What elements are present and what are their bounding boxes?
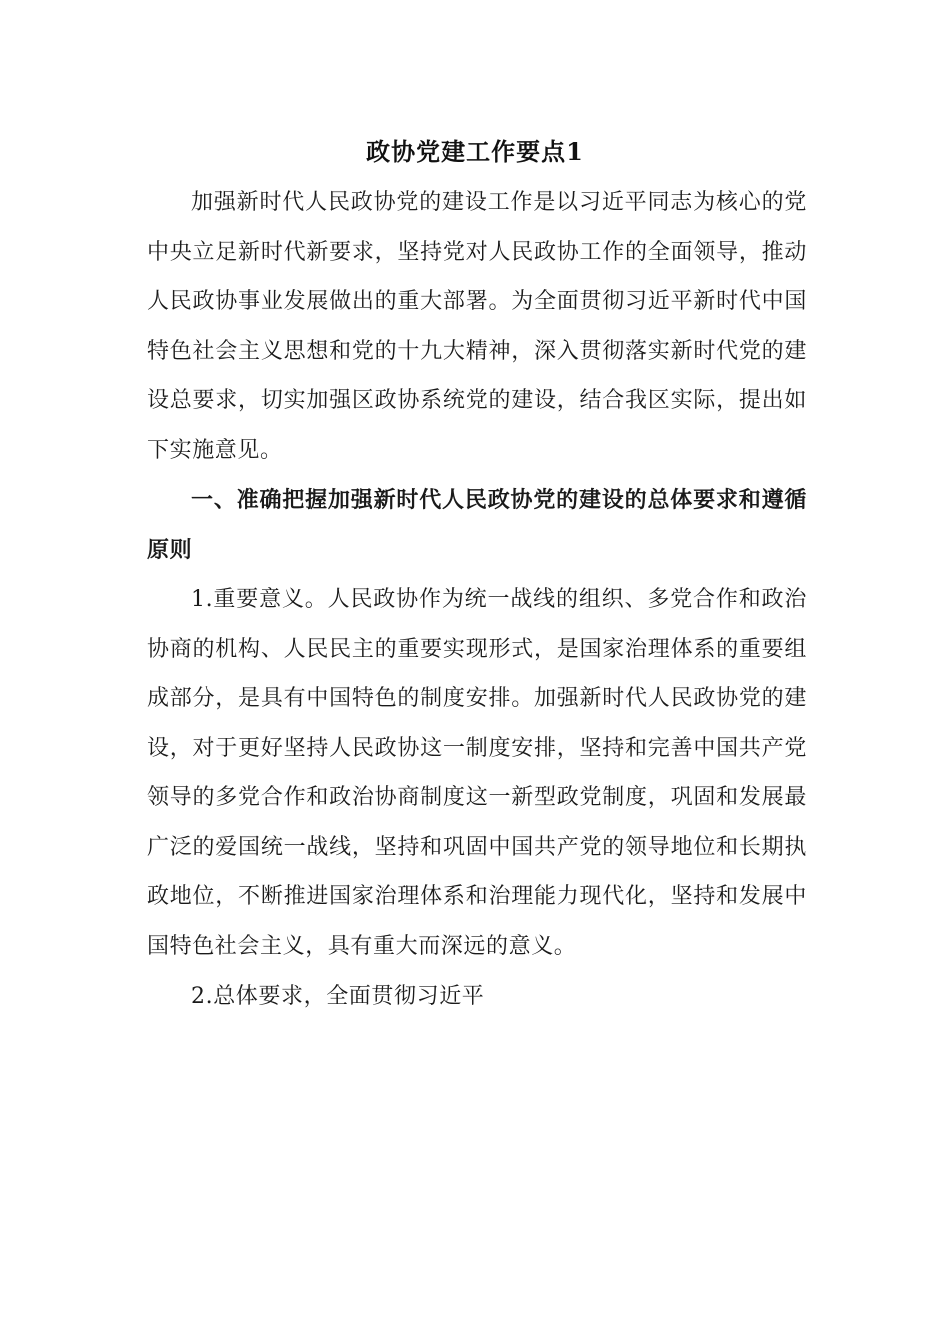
document-title: 政协党建工作要点1 (366, 137, 584, 166)
item-1-paragraph: 1.重要意义。人民政协作为统一战线的组织、多党合作和政治协商的机构、人民民主的重要实现形式，是国家治理体系的重要组成部分，是具有中国特色的制度安排。加强新时代人民政协党的建设，对于更好坚持人民政协这一制度安排，坚持和完善中国共产党领导的多党合作和政治协商制度这一新型政党制度，巩固和发展最广泛的爱国统一战线，坚持和巩固中国共产党的领导地位和长期执政地位，不断推进国家治理体系和治理能力现代化，坚持和发展中国特色社会主义，具有重大而深远的意义。 (147, 587, 807, 959)
section-heading-1: 一、准确把握加强新时代人民政协党的建设的总体要求和遵循原则 (147, 487, 807, 563)
item-2-paragraph: 2.总体要求，全面贯彻习近平 (191, 984, 485, 1009)
intro-paragraph: 加强新时代人民政协党的建设工作是以习近平同志为核心的党中央立足新时代新要求，坚持党对人民政协工作的全面领导，推动人民政协事业发展做出的重大部署。为全面贯彻习近平新时代中国特色社会主义思想和党的十九大精神，深入贯彻落实新时代党的建设总要求，切实加强区政协系统党的建设，结合我区实际，提出如下实施意见。 (147, 190, 807, 463)
